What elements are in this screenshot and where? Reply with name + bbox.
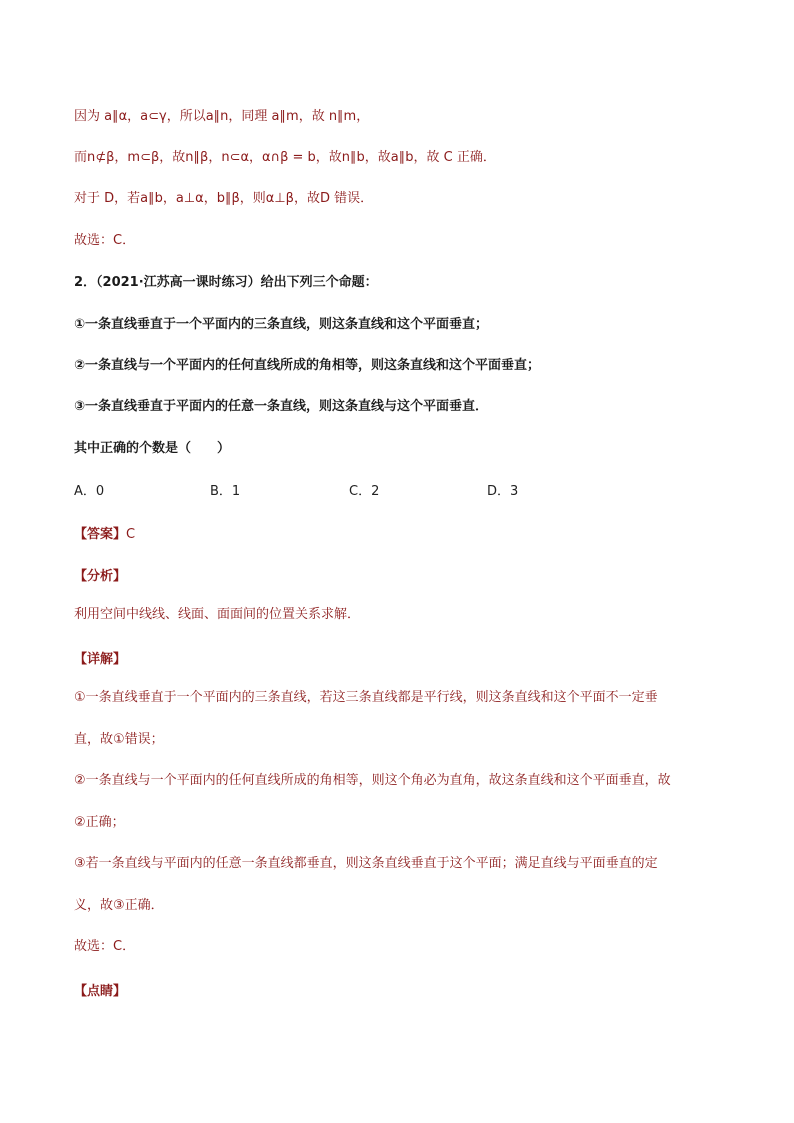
question-prompt: 其中正确的个数是（ ） bbox=[74, 441, 231, 456]
detail-line-3: ②一条直线与一个平面内的任何直线所成的角相等，则这个角必为直角，故这条直线和这个平面垂直，故 bbox=[74, 773, 671, 788]
comment-label: 【点睛】 bbox=[74, 984, 127, 999]
solution-line-3: 对于 D，若a∥b，a⊥α，b∥β，则α⊥β，故D 错误． bbox=[74, 191, 374, 206]
answer-label: 【答案】 bbox=[74, 527, 127, 542]
solution-line-2: 而n⊄β，m⊂β，故n∥β，n⊂α，α∩β = b，故n∥b，故a∥b，故 C 正确． bbox=[74, 150, 496, 165]
detail-label: 【详解】 bbox=[74, 652, 127, 667]
detail-line-1: ①一条直线垂直于一个平面内的三条直线，若这三条直线都是平行线，则这条直线和这个平面不一定垂 bbox=[74, 690, 658, 705]
detail-line-4: ②正确； bbox=[74, 815, 125, 830]
question-item-1: ①一条直线垂直于一个平面内的三条直线，则这条直线和这个平面垂直； bbox=[74, 317, 489, 332]
option-a: A．0 bbox=[74, 484, 105, 499]
answer-value: C bbox=[126, 527, 136, 542]
analysis-label: 【分析】 bbox=[74, 569, 127, 584]
question-item-3: ③一条直线垂直于平面内的任意一条直线，则这条直线与这个平面垂直． bbox=[74, 399, 489, 414]
detail-line-6: 义，故③正确． bbox=[74, 898, 164, 913]
option-b: B．1 bbox=[210, 484, 241, 499]
detail-line-7: 故选：C． bbox=[74, 939, 136, 954]
option-c: C．2 bbox=[349, 484, 380, 499]
question-header: 2．（2021·江苏高一课时练习）给出下列三个命题： bbox=[74, 275, 378, 290]
answer-line bbox=[74, 523, 135, 542]
solution-line-1: 因为 a∥α，a⊂γ，所以a∥n，同理 a∥m，故 n∥m， bbox=[74, 109, 370, 124]
detail-line-2: 直，故①错误； bbox=[74, 732, 164, 747]
option-d: D．3 bbox=[487, 484, 519, 499]
detail-line-5: ③若一条直线与平面内的任意一条直线都垂直，则这条直线垂直于这个平面；满足直线与平面垂直的定 bbox=[74, 856, 658, 871]
question-item-2: ②一条直线与一个平面内的任何直线所成的角相等，则这条直线和这个平面垂直； bbox=[74, 358, 541, 373]
analysis-text: 利用空间中线线、线面、面面间的位置关系求解． bbox=[74, 607, 361, 622]
solution-line-4: 故选：C． bbox=[74, 233, 136, 248]
